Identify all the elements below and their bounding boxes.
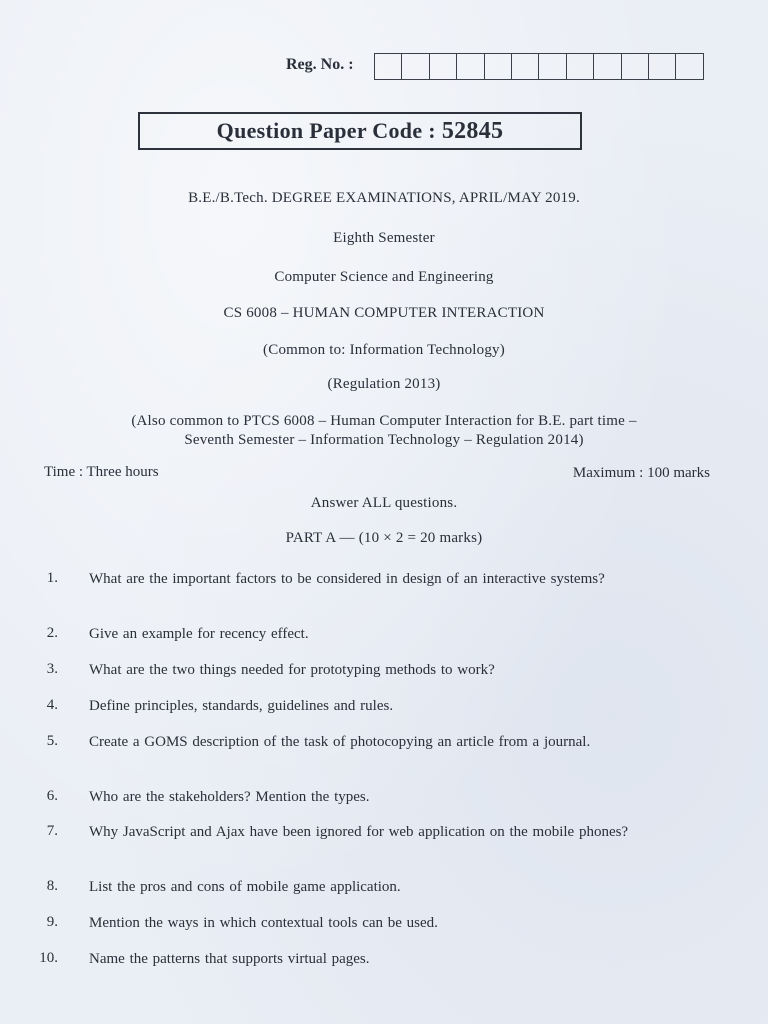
question-number: 3. (46, 661, 58, 677)
reg-no-digit-box[interactable] (539, 54, 566, 79)
semester: Eighth Semester (333, 230, 435, 246)
question-text: Give an example for recency effect. (89, 626, 309, 642)
reg-no-label: Reg. No. : (286, 56, 354, 73)
instruction: Answer ALL questions. (310, 495, 458, 511)
reg-no-digit-box[interactable] (567, 54, 594, 79)
question-text: List the pros and cons of mobile game application. (89, 879, 401, 895)
question-number: 7. (46, 823, 58, 839)
question-paper-code: 52845 (441, 117, 504, 144)
regulation: (Regulation 2013) (327, 376, 441, 392)
question-text: Define principles, standards, guidelines and rules. (89, 698, 394, 714)
reg-no-digit-box[interactable] (594, 54, 621, 79)
reg-no-digit-box[interactable] (512, 54, 539, 79)
reg-no-digit-box[interactable] (457, 54, 484, 79)
question-number: 8. (46, 878, 58, 894)
question-text: Mention the ways in which contextual tools can be used. (89, 915, 438, 931)
question-text: What are the important factors to be considered in design of an interactive systems? (89, 571, 605, 587)
maximum-marks: Maximum : 100 marks (572, 465, 710, 481)
department: Computer Science and Engineering (274, 269, 494, 285)
reg-no-digit-box[interactable] (485, 54, 512, 79)
question-text: Who are the stakeholders? Mention the types. (89, 789, 370, 805)
question-text: Why JavaScript and Ajax have been ignored for web application on the mobile phones? (89, 824, 629, 840)
question-number: 4. (46, 697, 58, 713)
question-number: 9. (46, 914, 58, 930)
question-number: 2. (46, 625, 58, 641)
reg-no-digit-box[interactable] (676, 54, 702, 79)
reg-no-digit-box[interactable] (649, 54, 676, 79)
reg-no-digit-box[interactable] (622, 54, 649, 79)
reg-no-digit-box[interactable] (430, 54, 457, 79)
reg-no-digit-box[interactable] (375, 54, 402, 79)
question-text: Create a GOMS description of the task of photocopying an article from a journal. (89, 734, 591, 750)
reg-no-digit-box[interactable] (402, 54, 429, 79)
time-duration: Time : Three hours (44, 464, 159, 480)
reg-no-boxes[interactable] (374, 53, 704, 80)
part-heading: PART A — (10 × 2 = 20 marks) (285, 530, 483, 546)
question-number: 10. (39, 950, 58, 966)
question-text: Name the patterns that supports virtual pages. (89, 951, 370, 967)
also-common-line-1: (Also common to PTCS 6008 – Human Computer Interaction for B.E. part time – (131, 413, 637, 429)
question-number: 6. (46, 788, 58, 804)
question-number: 1. (46, 570, 58, 586)
question-paper-code-box (138, 112, 582, 150)
question-number: 5. (46, 733, 58, 749)
question-text: What are the two things needed for prototyping methods to work? (89, 662, 495, 678)
question-paper-code-label: Question Paper Code : (216, 118, 436, 143)
course-title: CS 6008 – HUMAN COMPUTER INTERACTION (223, 305, 545, 321)
exam-title: B.E./B.Tech. DEGREE EXAMINATIONS, APRIL/MAY 2019. (188, 190, 580, 206)
also-common-line-2: Seventh Semester – Information Technology – Regulation 2014) (184, 432, 584, 448)
common-to: (Common to: Information Technology) (263, 342, 505, 358)
